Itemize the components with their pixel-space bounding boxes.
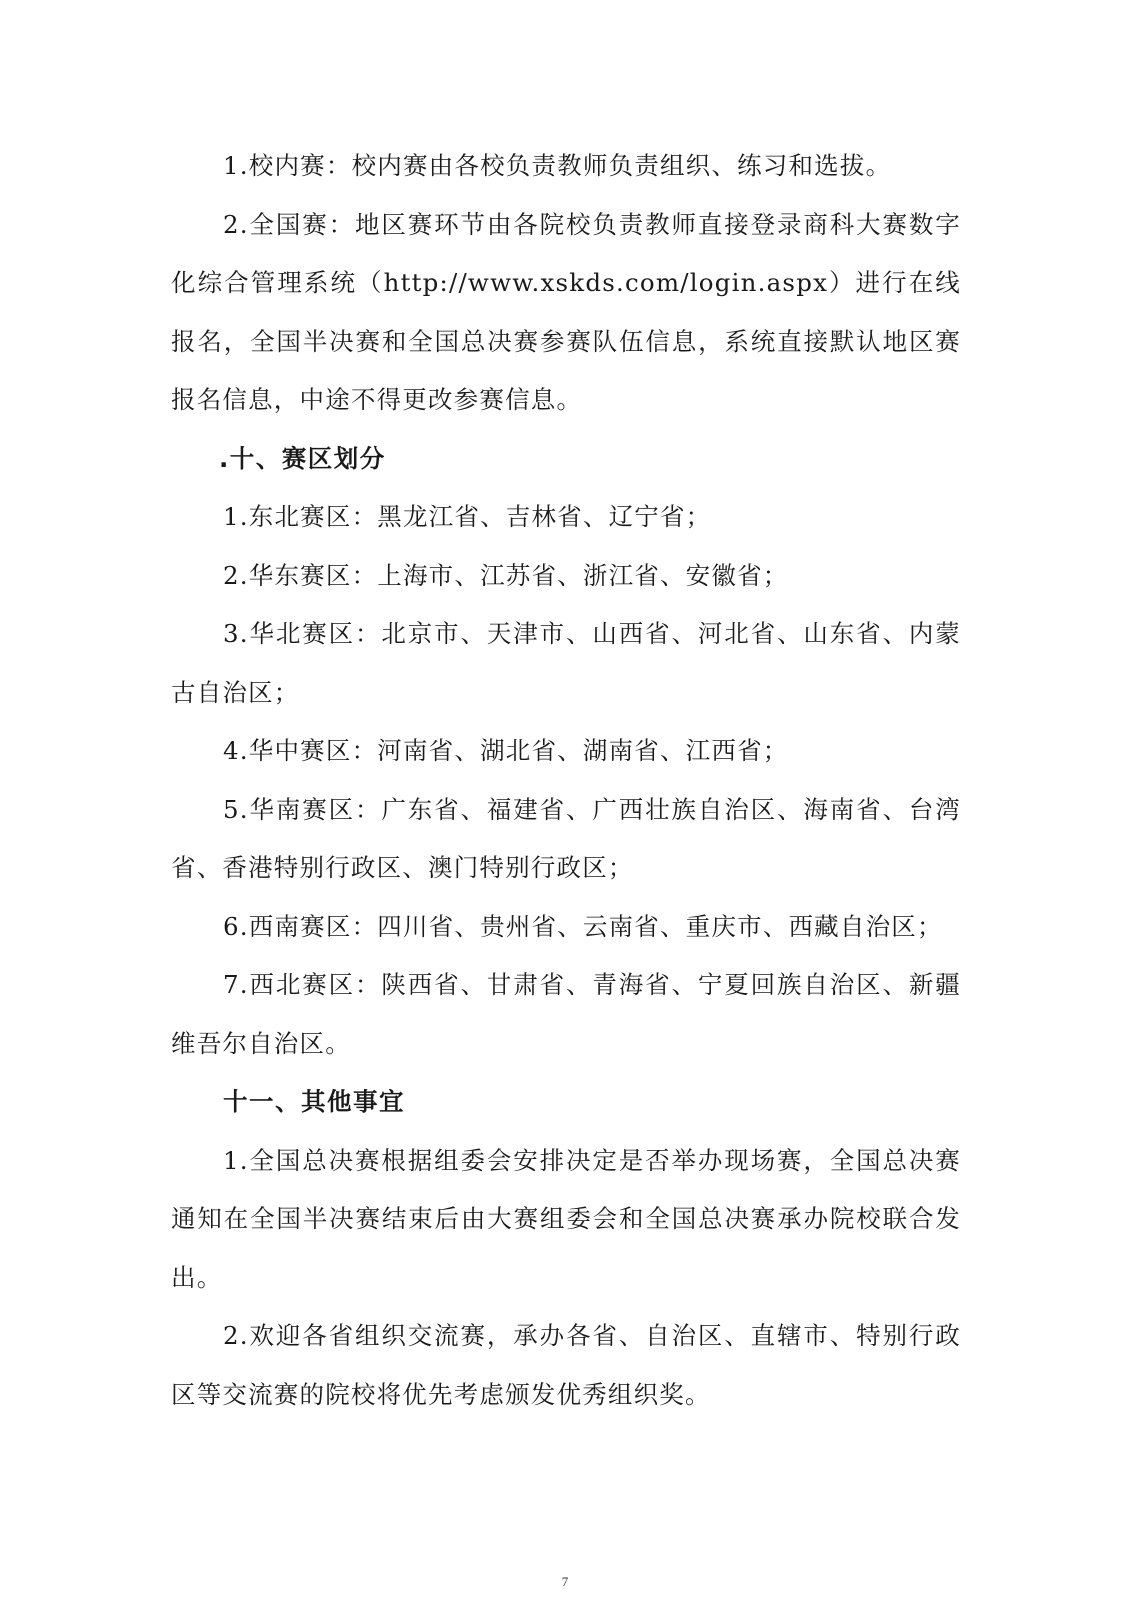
region-north: 3.华北赛区：北京市、天津市、山西省、河北省、山东省、内蒙古自治区； — [171, 619, 961, 707]
paragraph-school-competition: 1.校内赛：校内赛由各校负责教师负责组织、练习和选拔。 — [223, 151, 892, 180]
region-southwest: 6.西南赛区：四川省、贵州省、云南省、重庆市、西藏自治区； — [223, 911, 943, 941]
region-northeast: 1.东北赛区：黑龙江省、吉林省、辽宁省； — [223, 502, 712, 531]
section-heading-other-matters: 十一、其他事宜 — [223, 1087, 405, 1116]
region-northwest: 7.西北赛区：陕西省、甘肃省、青海省、宁夏回族自治区、新疆维吾尔自治区。 — [171, 970, 961, 1058]
paragraph-national-final: 1.全国总决赛根据组委会安排决定是否举办现场赛，全国总决赛通知在全国半决赛结束后由大赛组委会和全国总决赛承办院校联合发出。 — [171, 1145, 961, 1292]
page-number: 7 — [561, 1574, 569, 1589]
region-central: 4.华中赛区：河南省、湖北省、湖南省、江西省； — [223, 736, 789, 765]
paragraph-exchange-competitions: 2.欢迎各省组织交流赛，承办各省、自治区、直辖市、特别行政区等交流赛的院校将优先考虑颁发优秀组织奖。 — [171, 1321, 961, 1409]
paragraph-national-competition: 2.全国赛：地区赛环节由各院校负责教师直接登录商科大赛数字化综合管理系统（http://www.xskds.com/login.aspx）进行在线报名，全国半决赛和全国总决赛参赛队伍信息，系统直接默认地区赛报名信息，中途不得更改参赛信息。 — [171, 209, 961, 414]
document-body — [171, 137, 961, 1424]
region-south: 5.华南赛区：广东省、福建省、广西壮族自治区、海南省、台湾省、香港特别行政区、澳门特别行政区； — [171, 794, 961, 882]
region-east: 2.华东赛区：上海市、江苏省、浙江省、安徽省； — [223, 560, 789, 590]
section-heading-regions: .十、赛区划分 — [219, 443, 386, 473]
